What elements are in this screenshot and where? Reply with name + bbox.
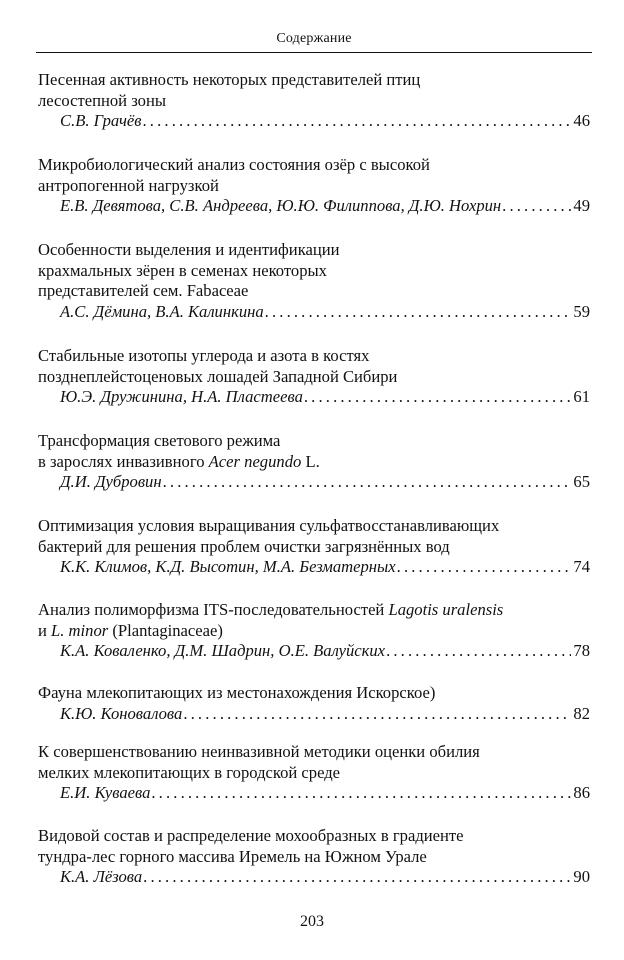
entry-authors: Е.И. Куваева [60,783,151,803]
entry-title-line: Песенная активность некоторых представителей птиц [38,70,421,89]
entry-authors: Ю.Э. Дружинина, Н.А. Пластеева [60,387,303,407]
entry-title-line: К совершенствованию неинвазивной методики оценки обилия [38,742,480,761]
toc-entry [38,826,590,888]
entry-authors: Е.В. Девятова, С.В. Андреева, Ю.Ю. Филиппова, Д.Ю. Нохрин [60,196,502,216]
entry-author-line [38,472,590,493]
entry-page: 65 [573,472,590,492]
entry-title-line: крахмальных зёрен в семенах некоторых [38,260,327,280]
entry-authors: Д.И. Дубровин [60,472,162,492]
entry-authors: К.Ю. Коновалова [60,703,183,723]
dot-leader [151,783,571,804]
toc-entry [38,742,590,804]
entry-page: 82 [573,703,590,723]
entry-authors: А.С. Дёмина, В.А. Калинкина [60,301,264,321]
entry-authors: К.А. Лёзова [60,867,143,887]
entry-title-line: антропогенной нагрузкой [38,175,219,195]
entry-author-line [38,387,590,408]
dot-leader [397,557,572,578]
dot-leader [163,472,572,493]
toc-entry [38,240,590,322]
entry-page: 90 [573,867,590,887]
toc-entry [38,346,590,408]
entry-authors: К.К. Климов, К.Д. Высотин, М.А. Безматерных [60,557,396,577]
entry-author-line [38,302,590,323]
title-text: в зарослях инвазивного [38,451,209,471]
entry-title-line: лесостепной зоны [38,90,166,110]
dot-leader [304,387,572,408]
dot-leader [143,111,572,132]
entry-page: 74 [573,557,590,577]
entry-page: 78 [573,641,590,661]
title-text: и [38,620,52,640]
entry-page: 59 [573,301,590,321]
header-rule [36,52,592,53]
entry-author-line [38,641,590,662]
entry-page: 46 [573,111,590,131]
entry-title-line: позднеплейстоценовых лошадей Западной Сибири [38,366,398,386]
entry-title-line: мелких млекопитающих в городской среде [38,762,341,782]
dot-leader [265,302,572,323]
toc-entry [38,155,590,217]
entry-authors: К.А. Коваленко, Д.М. Шадрин, О.Е. Валуйских [60,641,386,661]
species-name: Acer negundo [208,451,302,471]
entry-title-line: Фауна млекопитающих из местонахождения Искорское) [38,683,436,702]
page-number: 203 [300,913,324,930]
entry-title-line: Трансформация светового режима [38,431,281,450]
species-name: Lagotis uralensis [388,600,504,619]
entry-title-line [38,600,590,621]
toc-entry [38,431,590,493]
entry-title-line: Стабильные изотопы углерода и азота в костях [38,346,370,365]
entry-title-line [38,621,590,642]
entry-author-line [38,704,590,725]
dot-leader [502,196,571,217]
entry-title-line: Микробиологический анализ состояния озёр с высокой [38,155,430,174]
entry-authors: С.В. Грачёв [60,111,142,131]
entry-page: 86 [573,783,590,803]
toc-entry [38,600,590,662]
title-text: L. [301,451,320,471]
toc-entry [38,516,590,578]
entry-page: 61 [573,387,590,407]
dot-leader [183,704,571,725]
entry-author-line [38,557,590,578]
entry-title-line: Видовой состав и распределение мохообразных в градиенте [38,826,464,845]
entry-author-line [38,196,590,217]
entry-title-line: бактерий для решения проблем очистки загрязнённых вод [38,536,450,556]
entry-page: 49 [573,196,590,216]
title-text: (Plantaginaceae) [108,620,223,640]
entry-title-line: тундра-лес горного массива Иремель на Южном Урале [38,846,427,866]
entry-author-line [38,111,590,132]
entry-author-line [38,783,590,804]
toc-entry [38,683,590,724]
entry-title-line [38,452,590,473]
entry-author-line [38,867,590,888]
title-text: Анализ полиморфизма ITS-последовательностей [38,600,389,619]
entry-title-line: Особенности выделения и идентификации [38,240,340,259]
running-header: Содержание [276,31,352,46]
species-name: L. minor [51,620,109,640]
toc-entry [38,70,590,132]
dot-leader [143,867,571,888]
entry-title-line: Оптимизация условия выращивания сульфатвосстанавливающих [38,516,500,535]
entry-title-line: представителей сем. Fabaceae [38,281,249,301]
dot-leader [386,641,571,662]
